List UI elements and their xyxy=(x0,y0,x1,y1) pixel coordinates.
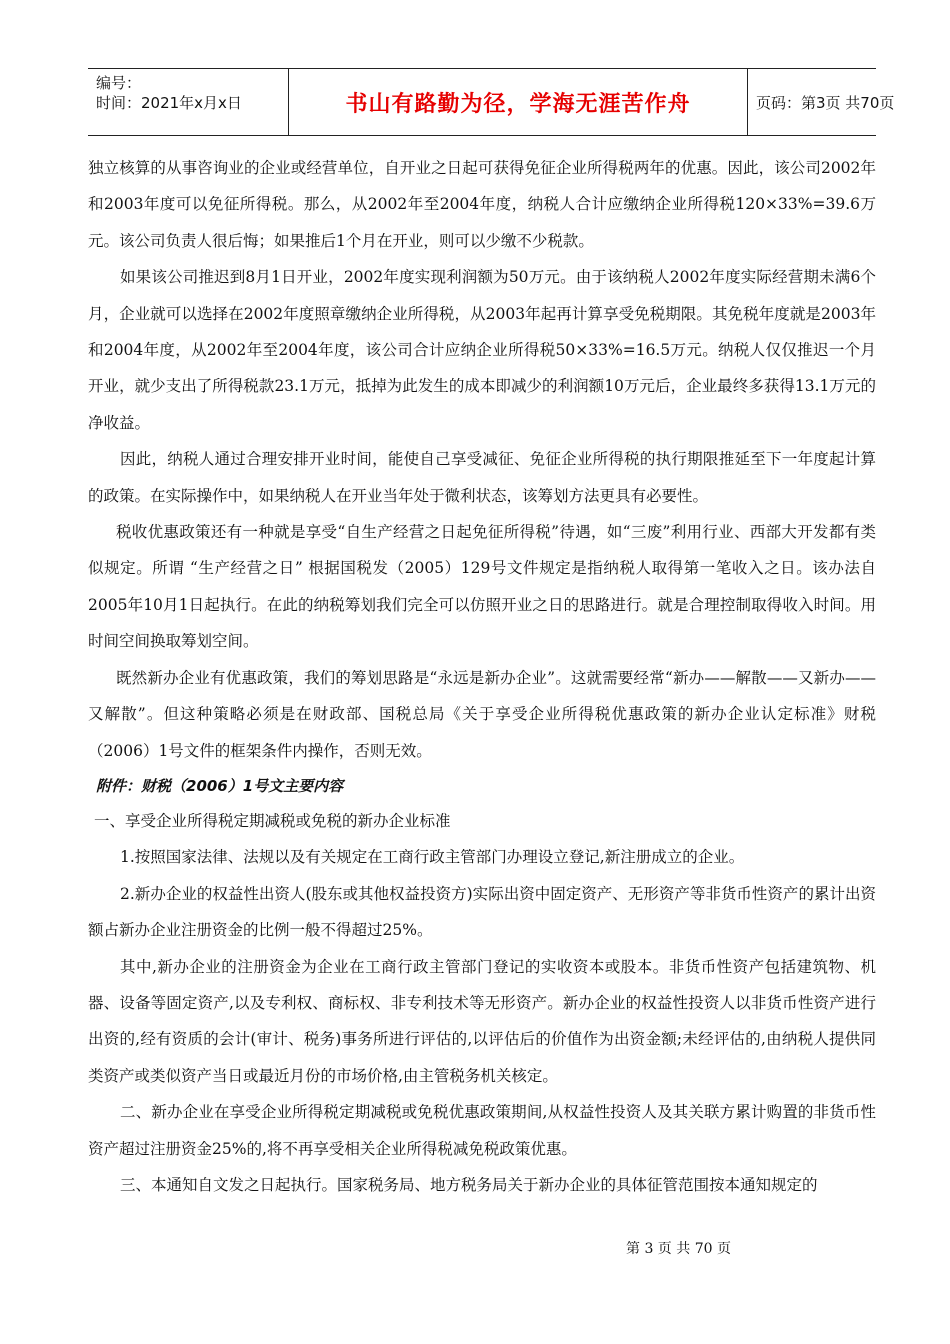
page-header xyxy=(88,68,895,136)
annex-item-1: 1.按照国家法律、法规以及有关规定在工商行政主管部门办理设立登记,新注册成立的企业。 xyxy=(120,848,745,867)
annex-section-2: 二、新办企业在享受企业所得税定期减税或免税优惠政策期间,从权益性投资人及其关联方累计购置的非货币性资产超过注册资金25%的,将不再享受相关企业所得税减免税政策优惠。 xyxy=(88,1103,876,1158)
annex-item-2: 2.新办企业的权益性出资人(股东或其他权益投资方)实际出资中固定资产、无形资产等非货币性资产的累计出资额占新办企业注册资金的比例一般不得超过25%。 xyxy=(88,884,876,940)
annex-section-1-title: 一、享受企业所得税定期减税或免税的新办企业标准 xyxy=(94,811,451,830)
header-motto: 书山有路勤为径，学海无涯苦作舟 xyxy=(288,69,748,135)
annex-section-3: 三、本通知自文发之日起执行。国家税务局、地方税务局关于新办企业的具体征管范围按本通知规定的 xyxy=(120,1175,818,1194)
page-footer: 第 3 页 共 70 页 xyxy=(626,1241,731,1257)
annex-title: 附件：财税（2006）1号文主要内容 xyxy=(96,776,344,795)
header-page-info: 页码：第3页 共70页 xyxy=(756,93,895,112)
paragraph-3: 因此，纳税人通过合理安排开业时间，能使自己享受减征、免征企业所得税的执行期限推延至下一年度起计算的政策。在实际操作中，如果纳税人在开业当年处于微利状态，该筹划方法更具有必要性。 xyxy=(88,450,876,505)
paragraph-4: 税收优惠政策还有一种就是享受“自生产经营之日起免征所得税”待遇，如“三废”利用行业、西部大开发都有类似规定。所谓 “生产经营之日” 根据国税发（2005）129号文件规定是指纳税人取得第一笔收入之日。该办法自2005年10月1日起执行。在此的纳税筹划我们完全可以仿照开业之日的思路进行。就是合理控制取得收入时间。用时间空间换取筹划空间。 xyxy=(88,523,876,651)
paragraph-5: 既然新办企业有优惠政策，我们的筹划思路是“永远是新办企业”。这就需要经常“新办——解散——又新办——又解散”。但这种策略必须是在财政部、国税总局《关于享受企业所得税优惠政策的新办企业认定标准》财税（2006）1号文件的框架条件内操作，否则无效。 xyxy=(88,668,876,760)
paragraph-1: 独立核算的从事咨询业的企业或经营单位，自开业之日起可获得免征企业所得税两年的优惠。因此，该公司2002年和2003年度可以免征所得税。那么，从2002年至2004年度，纳税人合计应缴纳企业所得税120×33%=39.6万元。该公司负责人很后悔；如果推后1个月在开业，则可以少缴不少税款。 xyxy=(88,159,876,250)
time-label: 时间：2021年x月x日 xyxy=(96,94,242,112)
paragraph-2: 如果该公司推迟到8月1日开业，2002年度实现利润额为50万元。由于该纳税人2002年度实际经营期未满6个月，企业就可以选择在2002年度照章缴纳企业所得税，从2003年起再计算享受免税期限。其免税年度就是2003年和2004年度，从2002年至2004年度，该公司合计应纳企业所得税50×33%=16.5万元。纳税人仅仅推迟一个月开业，就少支出了所得税款23.1万元，抵掉为此发生的成本即减少的利润额10万元后，企业最终多获得13.1万元的净收益。 xyxy=(88,268,876,432)
annex-note: 其中,新办企业的注册资金为企业在工商行政主管部门登记的实收资本或股本。非货币性资产包括建筑物、机器、设备等固定资产,以及专利权、商标权、非专利技术等无形资产。新办企业的权益性投资人以非货币性资产进行出资的,经有资质的会计(审计、税务)事务所进行评估的,以评估后的价值作为出资金额;未经评估的,由纳税人提供同类资产或类似资产当日或最近月份的市场价格,由主管税务机关核定。 xyxy=(88,957,876,1085)
document-body xyxy=(88,150,876,1203)
header-meta xyxy=(88,69,288,135)
doc-number-label: 编号： xyxy=(96,74,142,92)
